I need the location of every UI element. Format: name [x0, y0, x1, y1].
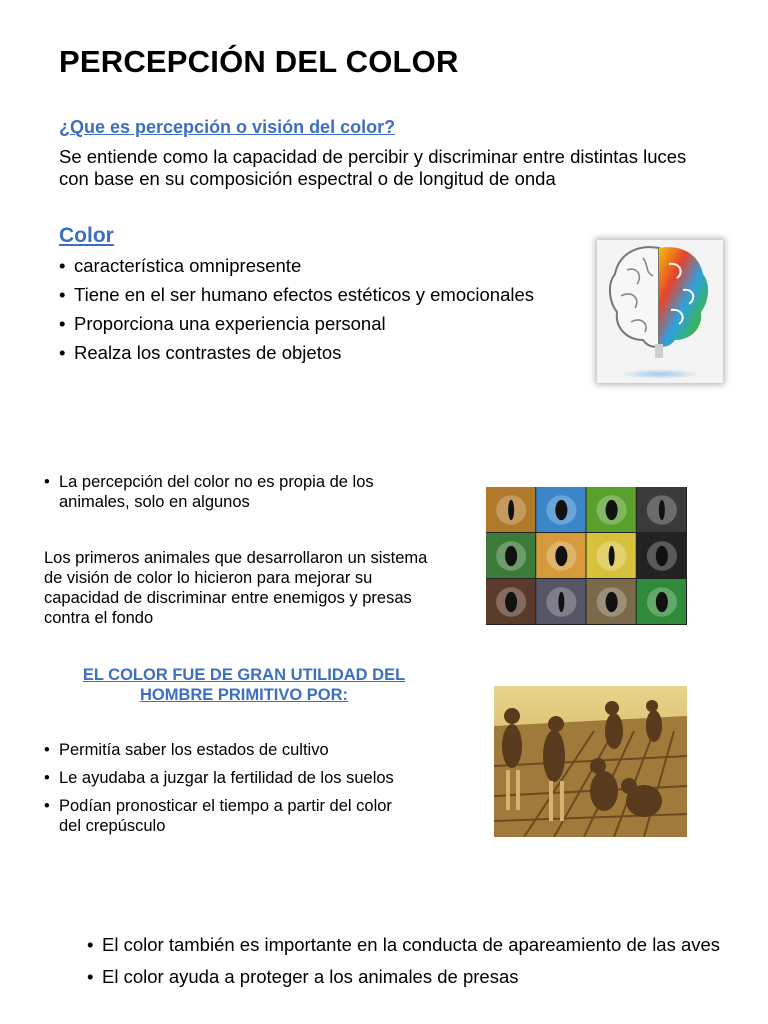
list-item: • La percepción del color no es propia de los animales, solo en algunos [44, 472, 444, 512]
eye-pupil [558, 592, 564, 612]
primitive-list [44, 740, 444, 836]
eye-pupil [606, 500, 618, 520]
list-item: • Proporciona una experiencia personal [59, 313, 599, 335]
brain-image [597, 240, 723, 383]
primitive-heading-line1: EL COLOR FUE DE GRAN UTILIDAD DEL [82, 666, 406, 684]
farmers-illustration-icon [494, 686, 687, 837]
list-item: • El color ayuda a proteger a los animales de presas [87, 965, 727, 989]
list-item: • El color también es importante en la conducta de apareamiento de las aves [87, 933, 727, 957]
eyes-collage-icon [486, 487, 687, 625]
animals-list [44, 472, 444, 512]
list-item: • Tiene en el ser humano efectos estéticos y emocionales [59, 284, 599, 306]
list-item: • Permitía saber los estados de cultivo [44, 740, 444, 760]
animal-eyes-image [486, 487, 687, 625]
eye-pupil [609, 546, 615, 566]
eye-pupil [555, 546, 567, 566]
question-heading[interactable]: ¿Que es percepción o visión del color? [59, 117, 396, 137]
eye-pupil [656, 592, 668, 612]
definition-text: Se entiende como la capacidad de percibir y discriminar entre distintas luces con base en su composición espectral o de longitud de onda [59, 146, 687, 189]
eye-pupil [505, 592, 517, 612]
eye-pupil [555, 500, 567, 520]
brain-icon [597, 240, 723, 383]
eye-pupil [505, 546, 517, 566]
list-item: • característica omnipresente [59, 255, 599, 277]
page-title: PERCEPCIÓN DEL COLOR [59, 44, 459, 79]
list-item: • Podían pronosticar el tiempo a partir del color del crepúsculo [44, 796, 409, 836]
primitive-heading[interactable] [44, 665, 444, 705]
eye-pupil [659, 500, 665, 520]
final-list [87, 933, 727, 989]
primitive-heading-line2: HOMBRE PRIMITIVO POR: [139, 686, 349, 704]
animals-paragraph: Los primeros animales que desarrollaron un sistema de visión de color lo hicieron para mejorar su capacidad de discriminar entre enemigos y presas contra el fondo [44, 549, 428, 627]
eye-pupil [508, 500, 514, 520]
list-item: • Le ayudaba a juzgar la fertilidad de los suelos [44, 768, 444, 788]
eye-pupil [606, 592, 618, 612]
eye-pupil [656, 546, 668, 566]
list-item: • Realza los contrastes de objetos [59, 342, 599, 364]
color-list [59, 255, 599, 364]
color-heading[interactable]: Color [59, 224, 114, 247]
primitive-farming-image [494, 686, 687, 837]
